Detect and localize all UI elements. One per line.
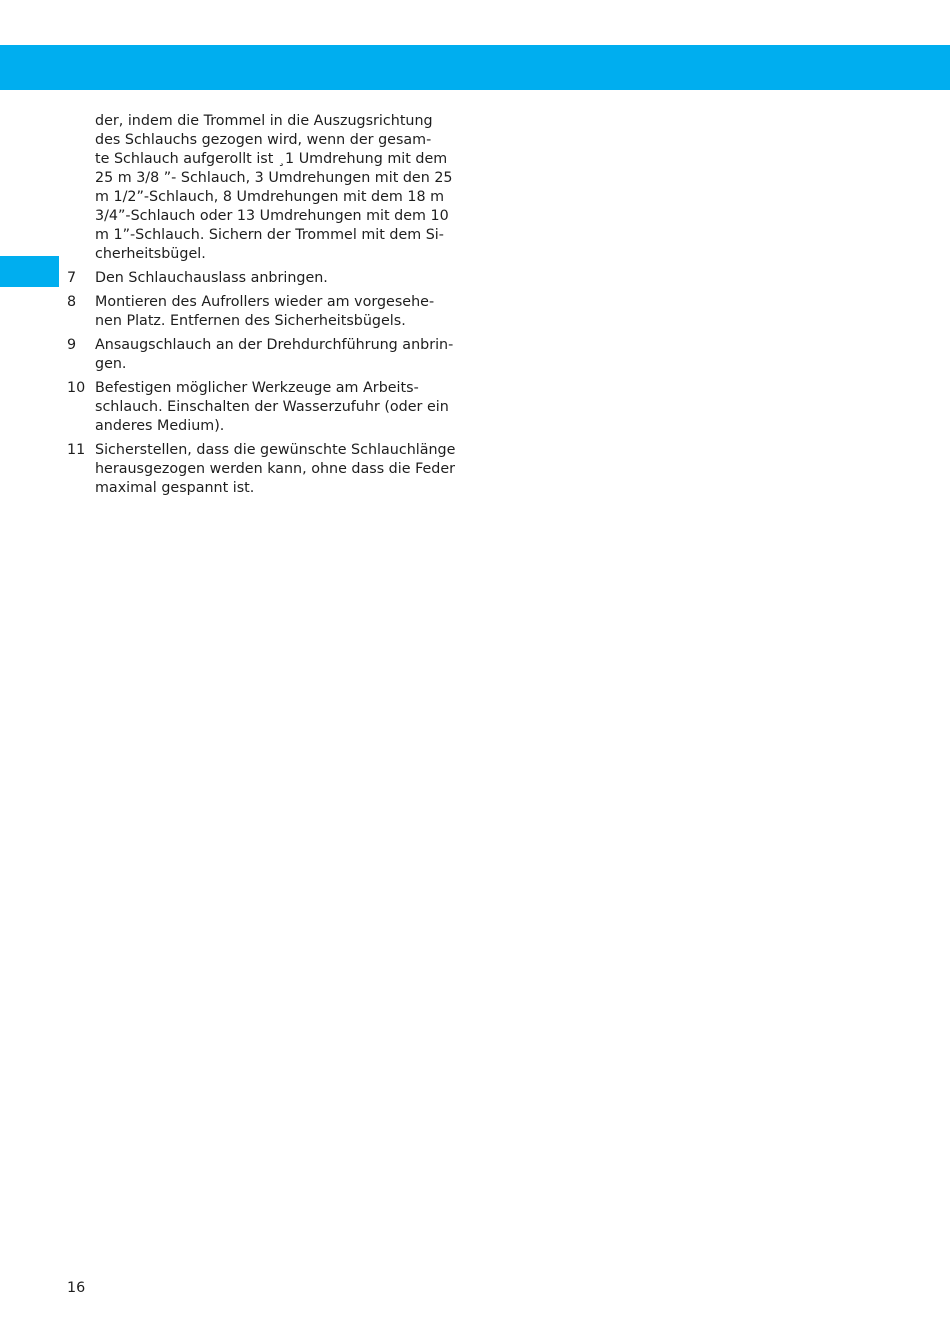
text-line: gen.: [95, 356, 127, 372]
text-line: herausgezogen werden kann, ohne dass die Feder: [95, 461, 456, 477]
step-number: 7: [67, 270, 77, 286]
text-line: Befestigen möglicher Werkzeuge am Arbeits-: [95, 380, 419, 396]
text-line: Den Schlauchauslass anbringen.: [95, 270, 328, 286]
text-line: 25 m 3/8 ”- Schlauch, 3 Umdrehungen mit den 25: [95, 170, 453, 186]
text-line: anderes Medium).: [95, 418, 225, 434]
step-number: 10: [67, 380, 86, 396]
chapter-tab-marker: [0, 256, 59, 287]
text-line: cherheitsbügel.: [95, 246, 206, 262]
text-line: m 1”-Schlauch. Sichern der Trommel mit dem Si-: [95, 227, 444, 243]
text-line: des Schlauchs gezogen wird, wenn der gesam-: [95, 132, 432, 148]
step-10: [67, 379, 467, 436]
text-line: Ansaugschlauch an der Drehdurchführung anbrin-: [95, 337, 454, 353]
text-line: schlauch. Einschalten der Wasserzufuhr (oder ein: [95, 399, 449, 415]
header-band: [0, 45, 950, 90]
text-line: der, indem die Trommel in die Auszugsrichtung: [95, 113, 433, 129]
page-number: 16: [67, 1280, 86, 1296]
continued-paragraph: [67, 112, 467, 264]
text-line: te Schlauch aufgerollt ist ¸1 Umdrehung mit dem: [95, 151, 448, 167]
step-9: [67, 336, 467, 374]
text-line: 3/4”-Schlauch oder 13 Umdrehungen mit dem 10: [95, 208, 449, 224]
step-number: 9: [67, 337, 77, 353]
text-line: nen Platz. Entfernen des Sicherheitsbügels.: [95, 313, 406, 329]
text-line: Montieren des Aufrollers wieder am vorgesehe-: [95, 294, 435, 310]
instruction-text: [67, 112, 467, 498]
step-11: [67, 441, 467, 498]
text-line: maximal gespannt ist.: [95, 480, 255, 496]
step-8: [67, 293, 467, 331]
step-number: 11: [67, 442, 86, 458]
text-line: Sicherstellen, dass die gewünschte Schlauchlänge: [95, 442, 456, 458]
step-7: [67, 269, 467, 288]
text-line: m 1/2”-Schlauch, 8 Umdrehungen mit dem 18 m: [95, 189, 445, 205]
step-number: 8: [67, 294, 77, 310]
